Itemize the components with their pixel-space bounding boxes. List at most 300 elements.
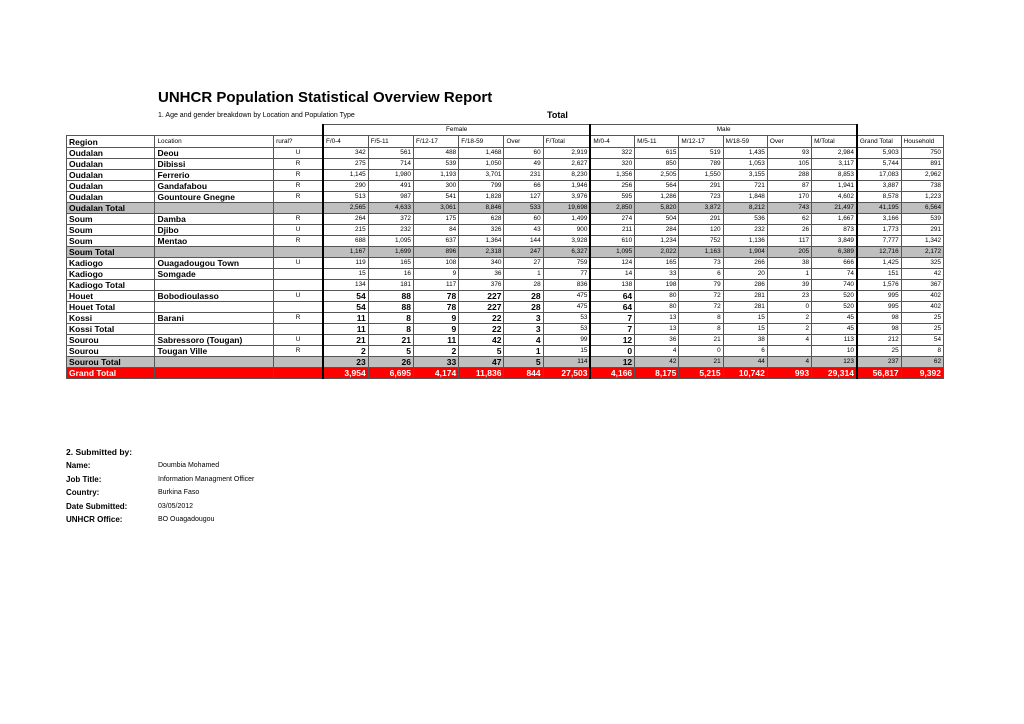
- value-cell: 29,314: [812, 368, 857, 379]
- value-cell: 290: [323, 181, 368, 192]
- info-value: Burkina Faso: [158, 489, 200, 496]
- value-cell: 165: [635, 258, 679, 269]
- value-cell: 33: [635, 269, 679, 280]
- value-cell: 376: [459, 280, 504, 291]
- value-cell: 1,499: [543, 214, 590, 225]
- value-cell: 322: [590, 148, 634, 159]
- location-cell: [155, 203, 274, 214]
- info-label: Job Title:: [66, 474, 102, 484]
- value-cell: 628: [459, 214, 504, 225]
- value-cell: 291: [901, 225, 943, 236]
- location-cell: Damba: [155, 214, 274, 225]
- value-cell: 666: [812, 258, 857, 269]
- value-cell: 1,550: [679, 170, 723, 181]
- value-cell: 127: [504, 192, 543, 203]
- value-cell: 1,773: [857, 225, 901, 236]
- value-cell: 198: [635, 280, 679, 291]
- region-cell: Soum: [67, 236, 155, 247]
- value-cell: 615: [635, 148, 679, 159]
- value-cell: 1,364: [459, 236, 504, 247]
- rural-cell: R: [274, 159, 323, 170]
- info-label: Name:: [66, 461, 91, 470]
- value-cell: 1,167: [323, 247, 368, 258]
- value-cell: 98: [857, 324, 901, 335]
- value-cell: 1,425: [857, 258, 901, 269]
- value-cell: 320: [590, 159, 634, 170]
- region-cell: Oudalan: [67, 170, 155, 181]
- value-cell: 6: [679, 269, 723, 280]
- location-cell: Deou: [155, 148, 274, 159]
- info-value: Information Managment Officer: [158, 475, 255, 483]
- male-group-header: Male: [590, 125, 857, 136]
- rural-cell: U: [274, 335, 323, 346]
- value-cell: 993: [767, 368, 811, 379]
- value-cell: 77: [543, 269, 590, 280]
- value-cell: 138: [590, 280, 634, 291]
- value-cell: 1,946: [543, 181, 590, 192]
- value-cell: 78: [413, 291, 458, 302]
- value-cell: 170: [767, 192, 811, 203]
- value-cell: 99: [543, 335, 590, 346]
- column-header-row: [67, 136, 944, 148]
- value-cell: 836: [543, 280, 590, 291]
- value-cell: 995: [857, 302, 901, 313]
- value-cell: 488: [413, 148, 458, 159]
- value-cell: 1,286: [635, 192, 679, 203]
- rural-cell: U: [274, 258, 323, 269]
- location-cell: Djibo: [155, 225, 274, 236]
- value-cell: 8,853: [812, 170, 857, 181]
- value-cell: 60: [504, 148, 543, 159]
- value-cell: 114: [543, 357, 590, 368]
- value-cell: 27,503: [543, 368, 590, 379]
- value-cell: 8,175: [635, 368, 679, 379]
- value-cell: 88: [368, 302, 413, 313]
- value-cell: 2,919: [543, 148, 590, 159]
- value-cell: 39: [767, 280, 811, 291]
- region-cell: Sourou Total: [67, 357, 155, 368]
- value-cell: 3: [504, 324, 543, 335]
- value-cell: 789: [679, 159, 723, 170]
- value-cell: 8: [901, 346, 943, 357]
- location-cell: Sabressoro (Tougan): [155, 335, 274, 346]
- value-cell: 9: [413, 269, 458, 280]
- value-cell: 891: [901, 159, 943, 170]
- value-cell: 288: [767, 170, 811, 181]
- table-row: [67, 236, 944, 247]
- value-cell: 98: [857, 313, 901, 324]
- value-cell: 1,356: [590, 170, 634, 181]
- value-cell: 9,392: [901, 368, 943, 379]
- table-row: [67, 368, 944, 379]
- value-cell: 42: [459, 335, 504, 346]
- value-cell: 80: [635, 302, 679, 313]
- value-cell: 54: [901, 335, 943, 346]
- value-cell: 2,022: [635, 247, 679, 258]
- value-cell: 211: [590, 225, 634, 236]
- value-cell: 62: [901, 357, 943, 368]
- column-header: M/0-4: [590, 136, 634, 148]
- value-cell: 14: [590, 269, 634, 280]
- rural-cell: [274, 368, 323, 379]
- value-cell: 87: [767, 181, 811, 192]
- value-cell: 738: [901, 181, 943, 192]
- value-cell: 113: [812, 335, 857, 346]
- value-cell: 22: [459, 324, 504, 335]
- value-cell: 105: [767, 159, 811, 170]
- table-row: [67, 291, 944, 302]
- value-cell: 15: [723, 324, 767, 335]
- value-cell: 266: [723, 258, 767, 269]
- value-cell: 1,053: [723, 159, 767, 170]
- value-cell: 539: [901, 214, 943, 225]
- value-cell: 2,172: [901, 247, 943, 258]
- value-cell: 41,195: [857, 203, 901, 214]
- value-cell: 38: [767, 258, 811, 269]
- value-cell: 8,846: [459, 203, 504, 214]
- value-cell: 13: [635, 324, 679, 335]
- value-cell: 79: [679, 280, 723, 291]
- value-cell: 5,744: [857, 159, 901, 170]
- value-cell: 714: [368, 159, 413, 170]
- value-cell: 3,166: [857, 214, 901, 225]
- value-cell: 36: [459, 269, 504, 280]
- value-cell: 54: [323, 302, 368, 313]
- value-cell: 15: [323, 269, 368, 280]
- location-cell: Bobodioulasso: [155, 291, 274, 302]
- rural-cell: [274, 269, 323, 280]
- table-row: [67, 280, 944, 291]
- value-cell: 561: [368, 148, 413, 159]
- table-row: [67, 159, 944, 170]
- value-cell: 844: [504, 368, 543, 379]
- value-cell: 53: [543, 324, 590, 335]
- value-cell: 66: [504, 181, 543, 192]
- value-cell: 1,435: [723, 148, 767, 159]
- value-cell: 2,318: [459, 247, 504, 258]
- region-cell: Oudalan Total: [67, 203, 155, 214]
- value-cell: 8,230: [543, 170, 590, 181]
- rural-cell: R: [274, 313, 323, 324]
- value-cell: 3,701: [459, 170, 504, 181]
- value-cell: 15: [723, 313, 767, 324]
- value-cell: 896: [413, 247, 458, 258]
- value-cell: 43: [504, 225, 543, 236]
- value-cell: 4,166: [590, 368, 634, 379]
- value-cell: 284: [635, 225, 679, 236]
- value-cell: 28: [504, 280, 543, 291]
- value-cell: 9: [413, 313, 458, 324]
- value-cell: 21: [323, 335, 368, 346]
- value-cell: 4,633: [368, 203, 413, 214]
- total-label: Total: [547, 110, 568, 120]
- value-cell: 28: [504, 302, 543, 313]
- value-cell: 759: [543, 258, 590, 269]
- value-cell: 723: [679, 192, 723, 203]
- value-cell: 291: [679, 214, 723, 225]
- info-label: Country:: [66, 488, 100, 497]
- value-cell: 7: [590, 324, 634, 335]
- location-cell: Ouagadougou Town: [155, 258, 274, 269]
- submitted-by-heading: 2. Submitted by:: [66, 447, 133, 457]
- value-cell: 4,602: [812, 192, 857, 203]
- rural-cell: R: [274, 346, 323, 357]
- rural-cell: [274, 324, 323, 335]
- value-cell: 237: [857, 357, 901, 368]
- location-cell: [155, 324, 274, 335]
- value-cell: 281: [723, 302, 767, 313]
- value-cell: 1,163: [679, 247, 723, 258]
- location-cell: [155, 368, 274, 379]
- value-cell: 610: [590, 236, 634, 247]
- value-cell: 117: [767, 236, 811, 247]
- value-cell: 215: [323, 225, 368, 236]
- value-cell: 232: [368, 225, 413, 236]
- female-group-header: Female: [323, 125, 590, 136]
- value-cell: 4: [504, 335, 543, 346]
- table-row: [67, 170, 944, 181]
- value-cell: 5: [459, 346, 504, 357]
- column-header: M/5-11: [635, 136, 679, 148]
- location-cell: Gandafabou: [155, 181, 274, 192]
- value-cell: 740: [812, 280, 857, 291]
- column-header: rural?: [274, 136, 323, 148]
- table-row: [67, 181, 944, 192]
- region-cell: Oudalan: [67, 148, 155, 159]
- value-cell: 73: [679, 258, 723, 269]
- table-row: [67, 247, 944, 258]
- value-cell: 900: [543, 225, 590, 236]
- value-cell: 3,887: [857, 181, 901, 192]
- value-cell: 10: [812, 346, 857, 357]
- table-row: [67, 302, 944, 313]
- value-cell: 513: [323, 192, 368, 203]
- value-cell: 2,565: [323, 203, 368, 214]
- value-cell: 264: [323, 214, 368, 225]
- value-cell: 78: [413, 302, 458, 313]
- value-cell: 1,145: [323, 170, 368, 181]
- value-cell: 151: [857, 269, 901, 280]
- value-cell: 56,817: [857, 368, 901, 379]
- value-cell: 286: [723, 280, 767, 291]
- value-cell: 5: [368, 346, 413, 357]
- value-cell: 1,468: [459, 148, 504, 159]
- value-cell: 123: [812, 357, 857, 368]
- value-cell: 3,976: [543, 192, 590, 203]
- value-cell: 25: [901, 313, 943, 324]
- value-cell: 5: [504, 357, 543, 368]
- location-cell: [155, 302, 274, 313]
- value-cell: 688: [323, 236, 368, 247]
- value-cell: 62: [767, 214, 811, 225]
- value-cell: 2: [767, 313, 811, 324]
- region-cell: Grand Total: [67, 368, 155, 379]
- value-cell: 227: [459, 302, 504, 313]
- value-cell: 1,699: [368, 247, 413, 258]
- table-row: [67, 203, 944, 214]
- value-cell: 8: [368, 324, 413, 335]
- value-cell: 247: [504, 247, 543, 258]
- value-cell: 88: [368, 291, 413, 302]
- value-cell: 402: [901, 291, 943, 302]
- value-cell: 5,215: [679, 368, 723, 379]
- value-cell: 326: [459, 225, 504, 236]
- value-cell: 275: [323, 159, 368, 170]
- value-cell: 1,095: [590, 247, 634, 258]
- rural-cell: [274, 302, 323, 313]
- value-cell: 11: [323, 313, 368, 324]
- value-cell: 1,136: [723, 236, 767, 247]
- value-cell: 637: [413, 236, 458, 247]
- table-row: [67, 148, 944, 159]
- value-cell: 175: [413, 214, 458, 225]
- value-cell: 17,083: [857, 170, 901, 181]
- group-header-row: [67, 125, 944, 136]
- value-cell: 45: [812, 313, 857, 324]
- value-cell: 80: [635, 291, 679, 302]
- value-cell: 2: [323, 346, 368, 357]
- location-cell: Dibissi: [155, 159, 274, 170]
- value-cell: 7: [590, 313, 634, 324]
- table-row: [67, 269, 944, 280]
- value-cell: 64: [590, 302, 634, 313]
- value-cell: 53: [543, 313, 590, 324]
- rural-cell: [274, 247, 323, 258]
- value-cell: 721: [723, 181, 767, 192]
- table-row: [67, 357, 944, 368]
- value-cell: 21: [679, 335, 723, 346]
- value-cell: 752: [679, 236, 723, 247]
- value-cell: 1,050: [459, 159, 504, 170]
- location-cell: Gountoure Gnegne: [155, 192, 274, 203]
- column-header: M/Total: [812, 136, 857, 148]
- rural-cell: R: [274, 214, 323, 225]
- rural-cell: [274, 203, 323, 214]
- value-cell: 1,193: [413, 170, 458, 181]
- value-cell: 232: [723, 225, 767, 236]
- value-cell: 93: [767, 148, 811, 159]
- value-cell: 1: [767, 269, 811, 280]
- value-cell: 8,578: [857, 192, 901, 203]
- location-cell: [155, 357, 274, 368]
- value-cell: 504: [635, 214, 679, 225]
- value-cell: 124: [590, 258, 634, 269]
- value-cell: 72: [679, 291, 723, 302]
- value-cell: 3,849: [812, 236, 857, 247]
- column-header: F/12-17: [413, 136, 458, 148]
- value-cell: 0: [679, 346, 723, 357]
- table-row: [67, 258, 944, 269]
- region-cell: Kadiogo: [67, 258, 155, 269]
- value-cell: 144: [504, 236, 543, 247]
- region-cell: Houet: [67, 291, 155, 302]
- region-cell: Soum: [67, 225, 155, 236]
- region-cell: Oudalan: [67, 192, 155, 203]
- value-cell: 117: [413, 280, 458, 291]
- location-cell: [155, 280, 274, 291]
- value-cell: 342: [323, 148, 368, 159]
- table-row: [67, 214, 944, 225]
- value-cell: 4,174: [413, 368, 458, 379]
- region-cell: Kossi: [67, 313, 155, 324]
- value-cell: 1,941: [812, 181, 857, 192]
- region-cell: Sourou: [67, 335, 155, 346]
- report-title: UNHCR Population Statistical Overview Report: [158, 89, 493, 106]
- value-cell: 987: [368, 192, 413, 203]
- rural-cell: R: [274, 170, 323, 181]
- value-cell: 231: [504, 170, 543, 181]
- rural-cell: U: [274, 225, 323, 236]
- value-cell: 1,904: [723, 247, 767, 258]
- value-cell: 743: [767, 203, 811, 214]
- value-cell: 5,903: [857, 148, 901, 159]
- value-cell: 74: [812, 269, 857, 280]
- value-cell: 4: [767, 357, 811, 368]
- value-cell: 2: [413, 346, 458, 357]
- value-cell: 9: [413, 324, 458, 335]
- rural-cell: [274, 280, 323, 291]
- value-cell: 3,117: [812, 159, 857, 170]
- value-cell: 1: [504, 269, 543, 280]
- value-cell: 8: [679, 313, 723, 324]
- value-cell: 475: [543, 302, 590, 313]
- value-cell: 6,564: [901, 203, 943, 214]
- value-cell: 8: [679, 324, 723, 335]
- value-cell: 23: [767, 291, 811, 302]
- value-cell: 491: [368, 181, 413, 192]
- value-cell: 26: [767, 225, 811, 236]
- value-cell: 520: [812, 302, 857, 313]
- column-header: F/5-11: [368, 136, 413, 148]
- value-cell: 5,820: [635, 203, 679, 214]
- report-subtitle: 1. Age and gender breakdown by Location and Population Type: [158, 112, 355, 119]
- value-cell: 8: [368, 313, 413, 324]
- population-table: [66, 124, 944, 379]
- value-cell: 0: [767, 302, 811, 313]
- rural-cell: R: [274, 181, 323, 192]
- value-cell: 539: [413, 159, 458, 170]
- value-cell: 1,223: [901, 192, 943, 203]
- rural-cell: R: [274, 192, 323, 203]
- rural-cell: R: [274, 236, 323, 247]
- value-cell: 119: [323, 258, 368, 269]
- location-cell: Ferrerio: [155, 170, 274, 181]
- value-cell: 33: [413, 357, 458, 368]
- value-cell: 27: [504, 258, 543, 269]
- value-cell: 12: [590, 357, 634, 368]
- value-cell: 44: [723, 357, 767, 368]
- info-label: UNHCR Office:: [66, 515, 123, 524]
- table-row: [67, 313, 944, 324]
- value-cell: 3,155: [723, 170, 767, 181]
- column-header: F/18-59: [459, 136, 504, 148]
- value-cell: 3,954: [323, 368, 368, 379]
- value-cell: 533: [504, 203, 543, 214]
- value-cell: 25: [857, 346, 901, 357]
- value-cell: 19,698: [543, 203, 590, 214]
- value-cell: 2,962: [901, 170, 943, 181]
- value-cell: 36: [635, 335, 679, 346]
- value-cell: 564: [635, 181, 679, 192]
- value-cell: 28: [504, 291, 543, 302]
- location-cell: Somgade: [155, 269, 274, 280]
- value-cell: 6,327: [543, 247, 590, 258]
- region-cell: Oudalan: [67, 181, 155, 192]
- column-header: Region: [67, 136, 155, 148]
- value-cell: 12,716: [857, 247, 901, 258]
- value-cell: 300: [413, 181, 458, 192]
- value-cell: 38: [723, 335, 767, 346]
